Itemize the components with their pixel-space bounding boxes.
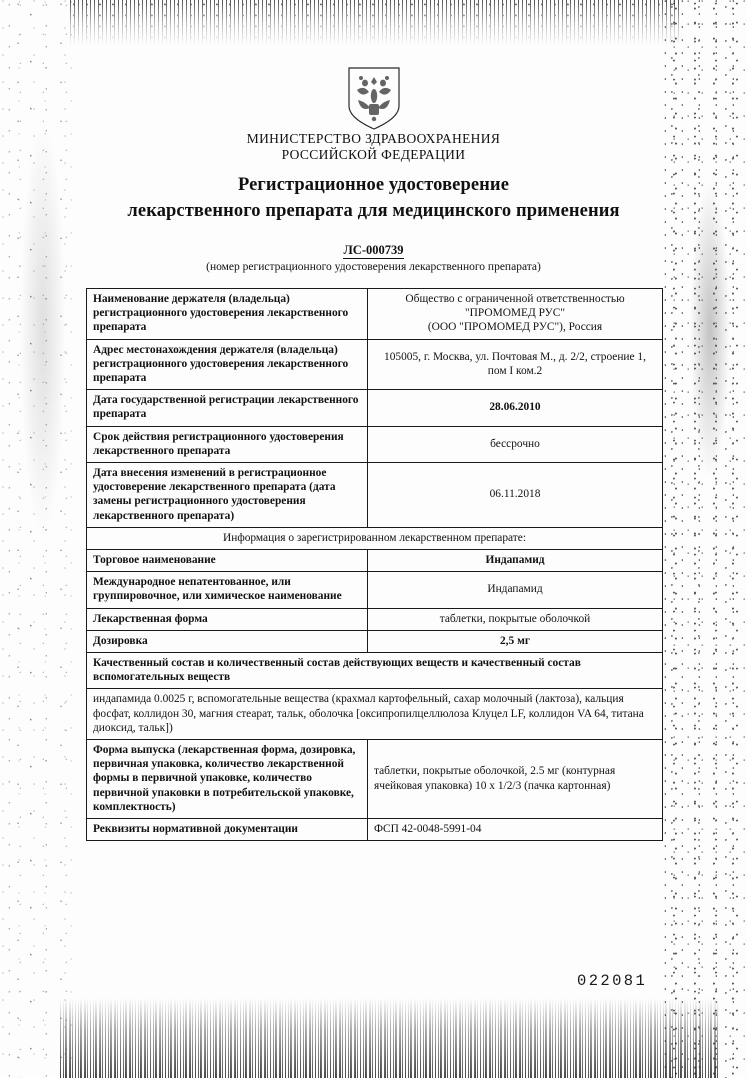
- registration-number: [0, 243, 747, 258]
- holder-value-line-3: (ООО "ПРОМОМЕД РУС"), Россия: [427, 321, 603, 334]
- table-row-registration-date: [87, 390, 663, 426]
- russian-coat-of-arms-icon: [345, 66, 403, 132]
- dosage-form-value: таблетки, покрытые оболочкой: [368, 608, 663, 630]
- scan-smudge-right: [690, 180, 730, 480]
- ministry-line-1: МИНИСТЕРСТВО ЗДРАВООХРАНЕНИЯ: [246, 131, 501, 146]
- address-value: 105005, г. Москва, ул. Почтовая М., д. 2/2, строение 1, пом I ком.2: [368, 339, 663, 390]
- trade-name-label: Торговое наименование: [87, 550, 368, 572]
- table-row-composition-value: [87, 689, 663, 740]
- table-row-section-heading: [87, 527, 663, 549]
- table-row-holder: [87, 289, 663, 340]
- composition-value: индапамида 0.0025 г, вспомогательные вещества (крахмал картофельный, сахар молочный (лактоза), кальция фосфат, коллидон 30, магния стеарат, тальк, оболочка [оксипропилцеллюлоза Клуцел LF, коллидон VA 64, титана диоксид, тальк]): [87, 689, 663, 740]
- table-row-package: [87, 740, 663, 819]
- registration-date-label: Дата государственной регистрации лекарственного препарата: [87, 390, 368, 426]
- composition-label: Качественный состав и количественный состав действующих веществ и качественный состав вспомогательных веществ: [87, 653, 663, 689]
- page-title: [0, 172, 747, 224]
- holder-label: Наименование держателя (владельца) регистрационного удостоверения лекарственного препарата: [87, 289, 368, 340]
- registration-date-value: 28.06.2010: [368, 390, 663, 426]
- holder-value-line-2: "ПРОМОМЕД РУС": [465, 307, 565, 320]
- scan-noise-bottom-edge: [60, 998, 720, 1078]
- validity-label: Срок действия регистрационного удостоверения лекарственного препарата: [87, 426, 368, 462]
- registration-number-caption: (номер регистрационного удостоверения лекарственного препарата): [206, 261, 541, 273]
- table-row-dosage: [87, 630, 663, 652]
- ministry-line-2: РОССИЙСКОЙ ФЕДЕРАЦИИ: [281, 147, 466, 162]
- ministry-heading: [0, 131, 747, 163]
- page-title-line-1: Регистрационное удостоверение: [237, 175, 510, 195]
- trade-name-value: Индапамид: [368, 550, 663, 572]
- holder-value-line-1: Общество с ограниченной ответственностью: [405, 293, 625, 305]
- table-row-inn: [87, 572, 663, 608]
- normative-docs-value: ФСП 42-0048-5991-04: [368, 819, 663, 841]
- package-label: Форма выпуска (лекарственная форма, дозировка, первичная упаковка, количество лекарственной формы в первичной упаковке, количество первичной упаковки в потребительской упаковке, комплектность): [87, 740, 368, 819]
- inn-label: Международное непатентованное, или группировочное, или химическое наименование: [87, 572, 368, 608]
- amendment-date-label: Дата внесения изменений в регистрационное удостоверение лекарственного препарата (дата замены регистрационного удостоверения лекарственного препарата): [87, 463, 368, 528]
- dosage-form-label: Лекарственная форма: [87, 608, 368, 630]
- certificate-table: [86, 288, 663, 841]
- table-row-trade-name: [87, 550, 663, 572]
- holder-value: [368, 289, 663, 340]
- registration-number-value: ЛС-000739: [343, 243, 404, 257]
- dosage-label: Дозировка: [87, 630, 368, 652]
- section-heading: Информация о зарегистрированном лекарственном препарате:: [87, 527, 663, 549]
- table-row-validity: [87, 426, 663, 462]
- normative-docs-label: Реквизиты нормативной документации: [87, 819, 368, 841]
- dosage-value: 2,5 мг: [368, 630, 663, 652]
- address-label: Адрес местонахождения держателя (владельца) регистрационного удостоверения лекарственного препарата: [87, 339, 368, 390]
- table-row-dosage-form: [87, 608, 663, 630]
- table-row-composition-heading: [87, 653, 663, 689]
- inn-value: Индапамид: [368, 572, 663, 608]
- amendment-date-value: 06.11.2018: [368, 463, 663, 528]
- table-row-normative-docs: [87, 819, 663, 841]
- serial-number: 022081: [577, 972, 648, 990]
- table-row-amendment-date: [87, 463, 663, 528]
- page-title-line-2: лекарственного препарата для медицинского применения: [127, 201, 620, 221]
- table-row-address: [87, 339, 663, 390]
- scan-noise-top-edge: [70, 0, 680, 46]
- package-value: таблетки, покрытые оболочкой, 2.5 мг (контурная ячейковая упаковка) 10 x 1/2/3 (пачка картонная): [368, 740, 663, 819]
- validity-value: бессрочно: [368, 426, 663, 462]
